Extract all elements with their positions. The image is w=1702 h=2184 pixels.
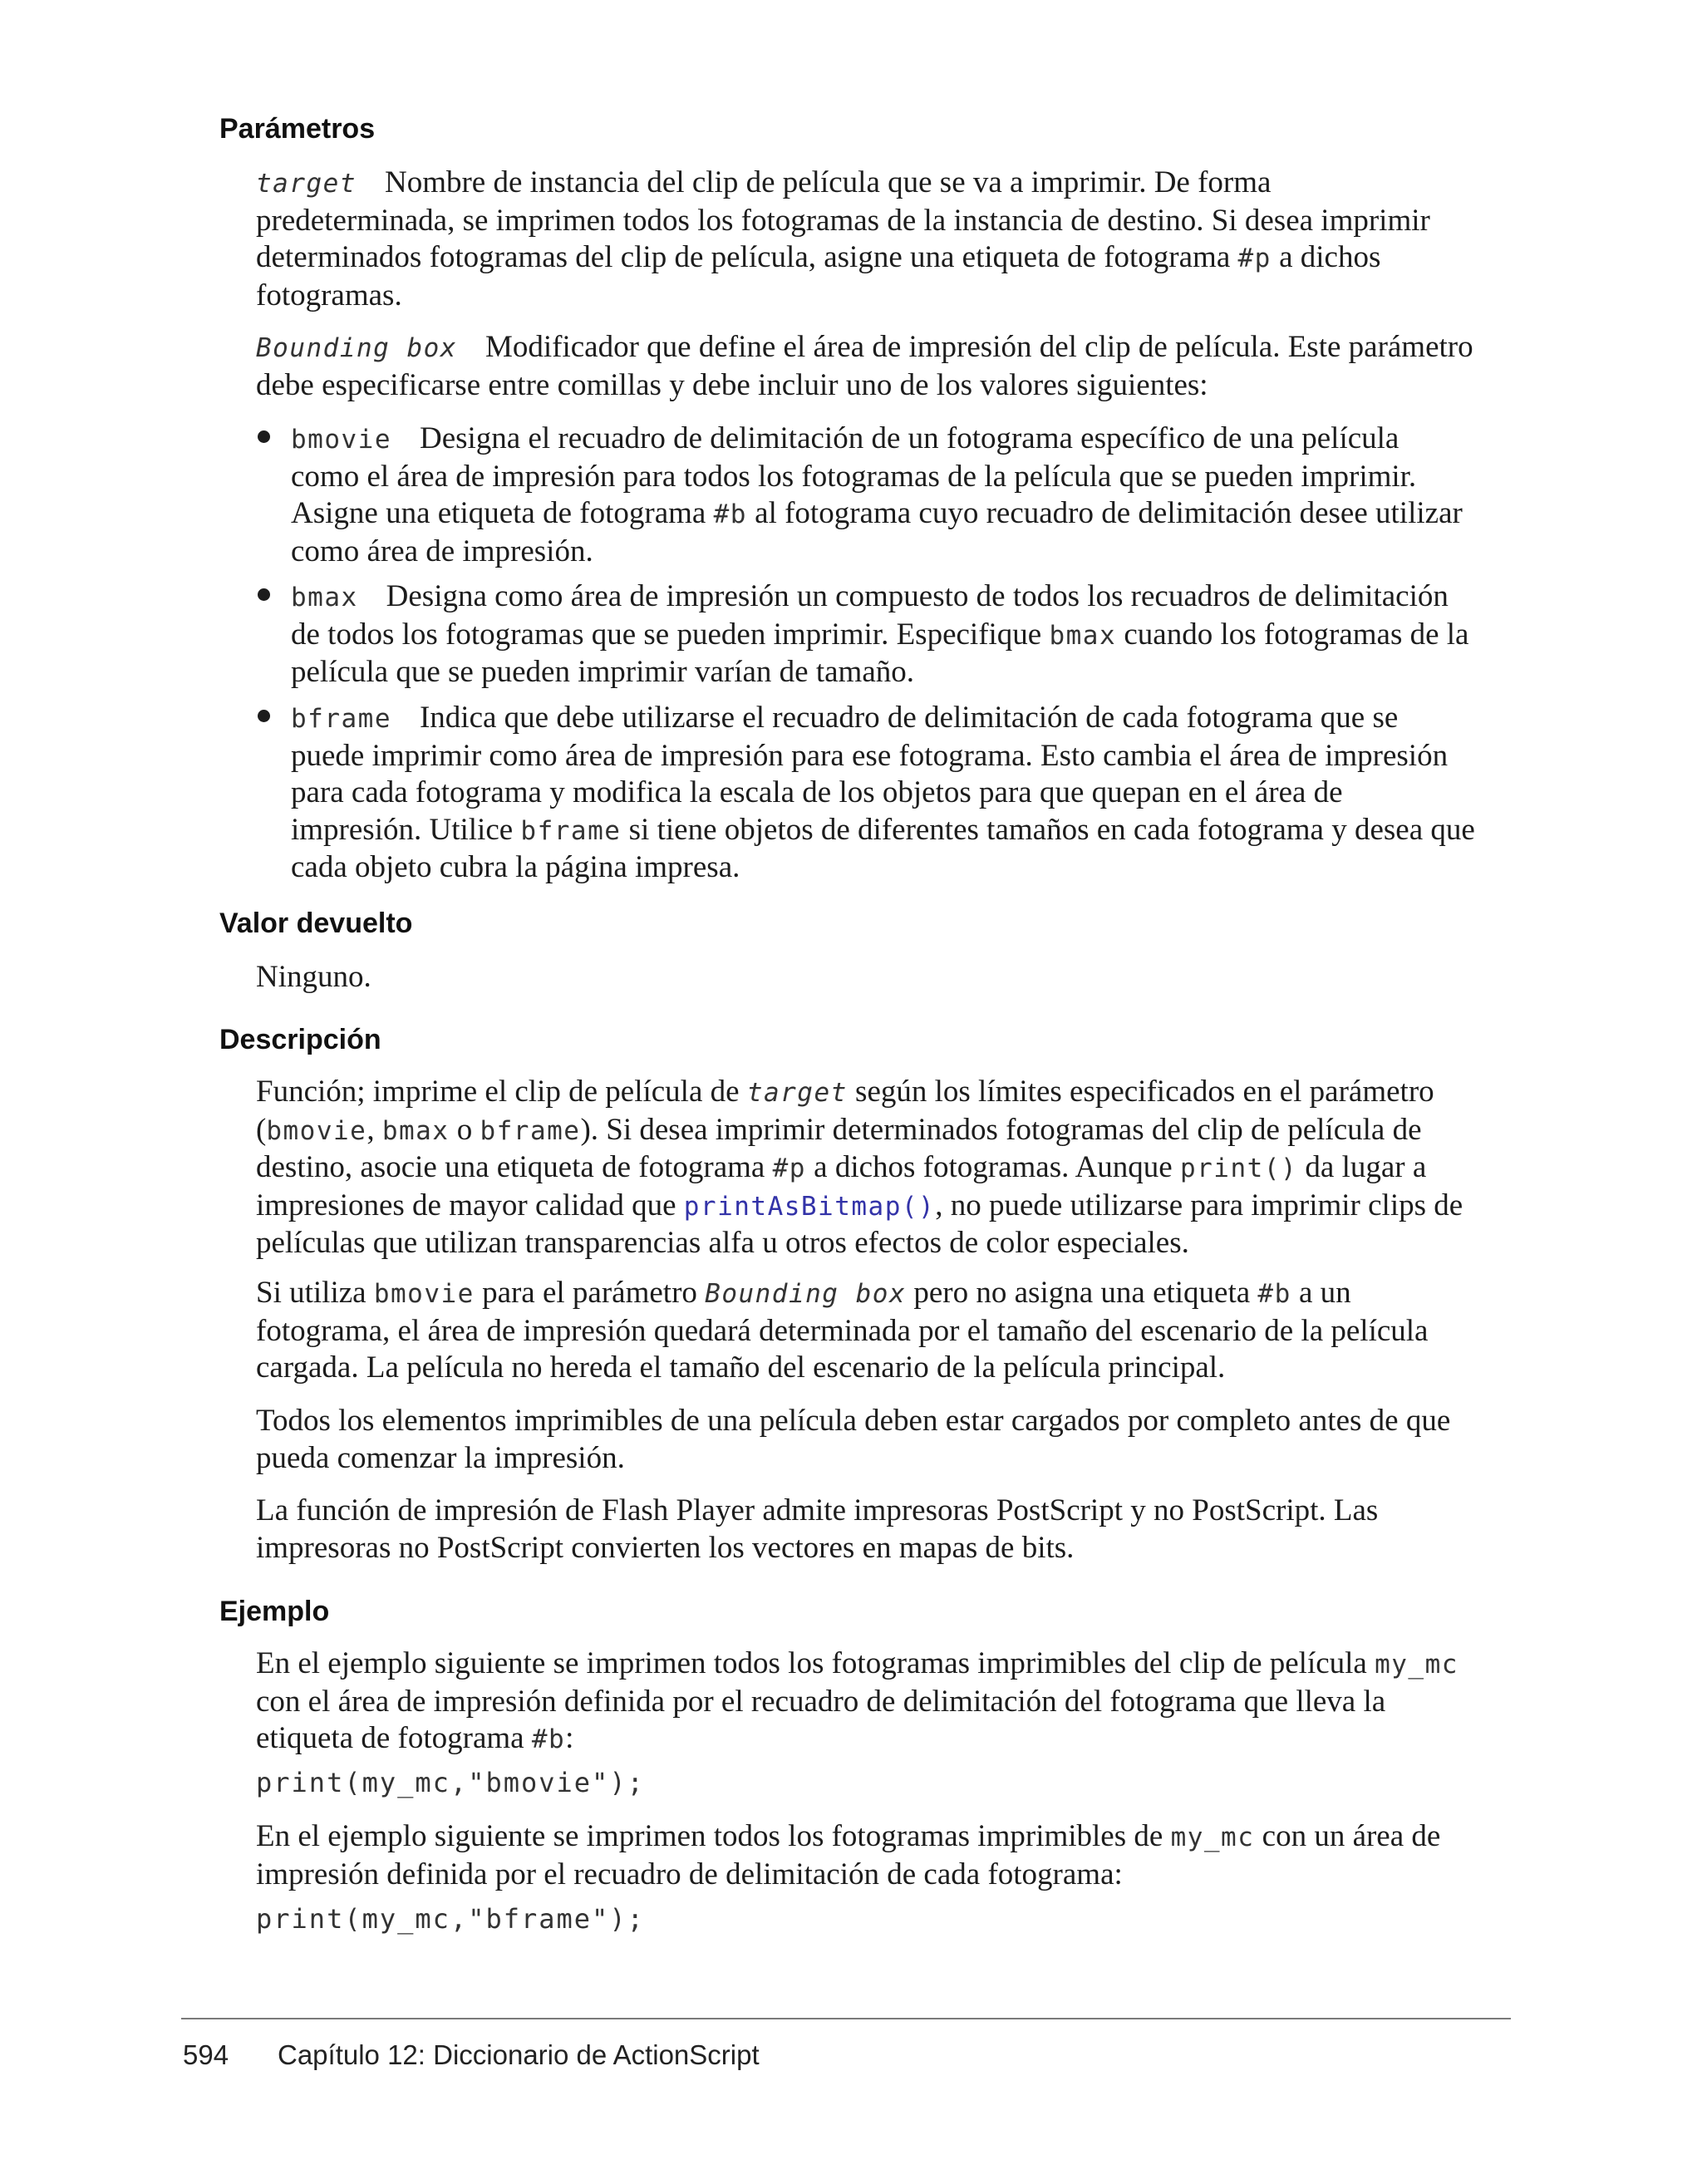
param-bounding-term: Bounding box — [256, 333, 457, 363]
bullet-marker — [256, 578, 276, 615]
bullet-bmovie-term: bmovie — [291, 425, 391, 455]
bullet-bmax: bmax Designa como área de impresión un compuesto de todos los recuadros de delimitación de todos los fotogramas que se pueden imprimir. Especifique bmax cuando los fotogramas de la película que se pueden imprimir varían de tamaño. — [291, 579, 1469, 689]
chapter-title: Capítulo 12: Diccionario de ActionScript — [278, 2039, 760, 2070]
bullet-bmax-term: bmax — [291, 583, 358, 612]
ejemplo-paragraph-2: En el ejemplo siguiente se imprimen todos los fotogramas imprimibles de my_mc con un área de impresión definida por el recuadro de delimitación de cada fotograma: — [256, 1819, 1441, 1891]
param-target-term: target — [256, 169, 357, 199]
page-number: 594 — [183, 2039, 229, 2070]
param-target: target Nombre de instancia del clip de película que se va a imprimir. De forma predeterminada, se imprimen todos los fotogramas de la instancia de destino. Si desea imprimir determinados fotogramas del clip de película, asigne una etiqueta de fotograma #p a dichos fotogramas. — [256, 165, 1430, 312]
code-example-2: print(my_mc,"bframe"); — [256, 1903, 645, 1935]
heading-valor-devuelto: Valor devuelto — [219, 908, 413, 939]
heading-ejemplo: Ejemplo — [219, 1596, 330, 1627]
printasbitmap-link[interactable]: printAsBitmap() — [683, 1191, 936, 1222]
heading-descripcion: Descripción — [219, 1024, 381, 1055]
descripcion-paragraph-1: Función; imprime el clip de película de target según los límites especificados en el parámetro (bmovie, bmax o bframe). Si desea imprimir determinados fotogramas del clip de película de destino, asocie una etiqueta de fotograma #p a dichos fotogramas. Aunque print() da lugar a impresiones de mayor calidad que printAsBitmap(), no puede utilizarse para imprimir clips de películas que utilizan transparencias alfa u otros efectos de color especiales. — [256, 1075, 1463, 1260]
ejemplo-paragraph-1: En el ejemplo siguiente se imprimen todos los fotogramas imprimibles del clip de película my_mc con el área de impresión definida por el recuadro de delimitación del fotograma que lleva la etiqueta de fotograma #b: — [256, 1646, 1459, 1755]
bullet-bmovie: bmovie Designa el recuadro de delimitación de un fotograma específico de una película como el área de impresión para todos los fotogramas de la película que se pueden imprimir. Asigne una etiqueta de fotograma #b al fotograma cuyo recuadro de delimitación desee utilizar como área de impresión. — [291, 421, 1463, 568]
footer-rule — [181, 2018, 1511, 2019]
descripcion-paragraph-3: Todos los elementos imprimibles de una película deben estar cargados por completo antes de que pueda comenzar la impresión. — [256, 1404, 1451, 1475]
param-bounding-box: Bounding box Modificador que define el área de impresión del clip de película. Este parámetro debe especificarse entre comillas y debe incluir uno de los valores siguientes: — [256, 330, 1473, 402]
descripcion-paragraph-4: La función de impresión de Flash Player admite impresoras PostScript y no PostScript. Las impresoras no PostScript convierten los vectores en mapas de bits. — [256, 1493, 1379, 1565]
valor-text: Ninguno. — [256, 960, 371, 994]
bullet-marker — [256, 421, 276, 457]
bullet-bframe: bframe Indica que debe utilizarse el recuadro de delimitación de cada fotograma que se puede imprimir como área de impresión para ese fotograma. Esto cambia el área de impresión para cada fotograma y modifica la escala de los objetos para que quepan en el área de impresión. Utilice bframe si tiene objetos de diferentes tamaños en cada fotograma y desea que cada objeto cubra la página impresa. — [291, 701, 1475, 884]
code-example-1: print(my_mc,"bmovie"); — [256, 1767, 645, 1798]
descripcion-paragraph-2: Si utiliza bmovie para el parámetro Bounding box pero no asigna una etiqueta #b a un fotograma, el área de impresión quedará determinada por el tamaño del escenario de la película cargada. La película no hereda el tamaño del escenario de la película principal. — [256, 1276, 1429, 1385]
bullet-bframe-term: bframe — [291, 704, 391, 734]
bullet-marker — [256, 700, 276, 736]
heading-parametros: Parámetros — [219, 113, 376, 145]
